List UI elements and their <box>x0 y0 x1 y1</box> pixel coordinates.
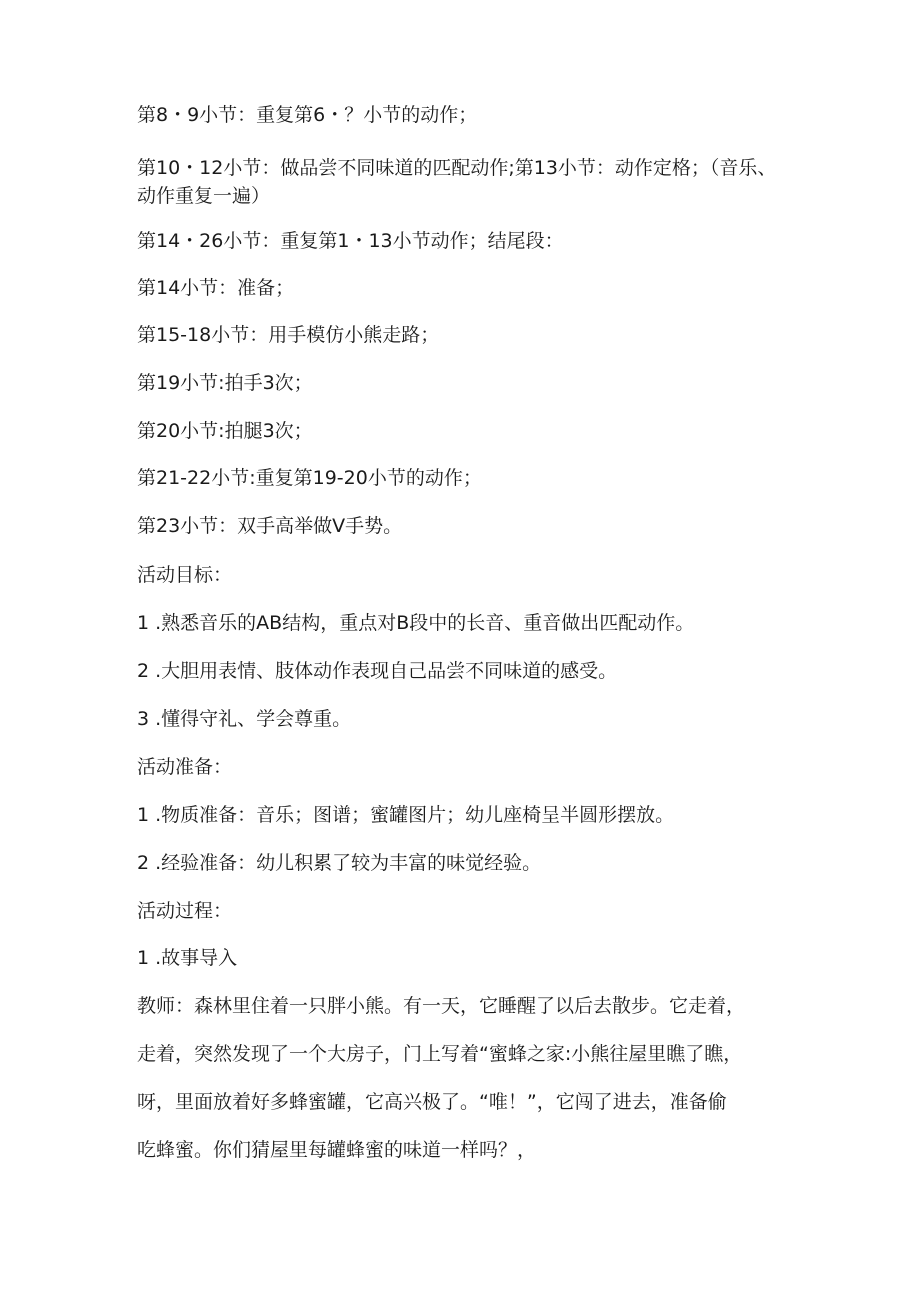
list-item: 3 .懂得守礼、学会尊重。 <box>137 708 352 730</box>
text-line: 第23小节：双手高举做V手势。 <box>137 515 403 537</box>
list-item: 2 .经验准备：幼儿积累了较为丰富的味觉经验。 <box>137 852 542 874</box>
text-line: 第14小节：准备； <box>137 277 295 299</box>
text-line: 第10・12小节：做品尝不同味道的匹配动作;第13小节：动作定格；（音乐、动作重复一遍） <box>137 157 777 207</box>
paragraph-line: 呀，里面放着好多蜂蜜罐，它高兴极了。“唯！”，它闯了进去，准备偷 <box>137 1091 727 1113</box>
list-item: 1 .熟悉音乐的AB结构，重点对B段中的长音、重音做出匹配动作。 <box>137 612 695 634</box>
text-line: 第21-22小节:重复第19-20小节的动作； <box>137 467 482 489</box>
text-line: 第20小节:拍腿3次； <box>137 420 313 442</box>
text-line: 第19小节:拍手3次； <box>137 372 313 394</box>
list-item: 1 .物质准备：音乐；图谱；蜜罐图片；幼儿座椅呈半圆形摆放。 <box>137 804 675 826</box>
text-line: 第8・9小节：重复第6・？小节的动作； <box>137 104 478 126</box>
paragraph-line: 教师：森林里住着一只胖小熊。有一天，它睡醒了以后去散步。它走着， <box>137 995 746 1017</box>
paragraph-line: 走着，突然发现了一个大房子，门上写着“蜜蜂之家:小熊往屋里瞧了瞧， <box>137 1043 743 1065</box>
text-line: 第14・26小节：重复第1・13小节动作；结尾段： <box>137 230 564 252</box>
text-line: 第15-18小节：用手模仿小熊走路； <box>137 324 440 346</box>
section-heading: 活动过程： <box>137 900 233 922</box>
section-heading: 活动目标： <box>137 564 233 586</box>
section-heading: 活动准备： <box>137 756 233 778</box>
list-item: 1 .故事导入 <box>137 947 238 969</box>
list-item: 2 .大胆用表情、肢体动作表现自己品尝不同味道的感受。 <box>137 660 618 682</box>
paragraph-line: 吃蜂蜜。你们猜屋里每罐蜂蜜的味道一样吗？， <box>137 1139 537 1161</box>
